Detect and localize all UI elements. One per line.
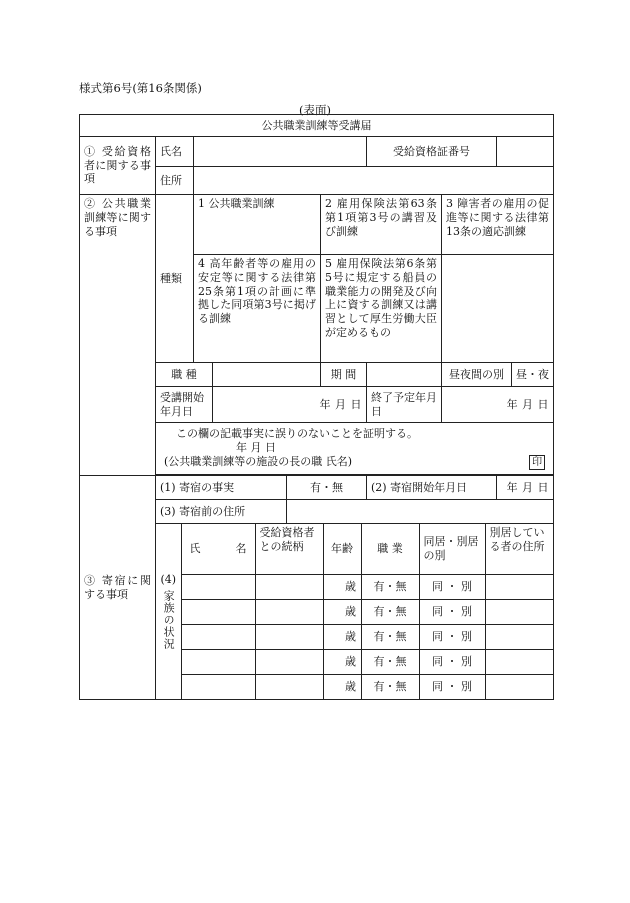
kind-empty [442,255,554,363]
col-job: 職 業 [361,524,419,574]
family-job-field[interactable]: 有・無 [361,574,419,599]
family-job-field[interactable]: 有・無 [361,674,419,699]
family-age-field[interactable]: 歳 [323,574,361,599]
lodging-start-field[interactable]: 年 月 日 [497,476,554,500]
kind-label: 種類 [156,195,194,363]
lodging-start-label: (2) 寄宿開始年月日 [367,476,497,500]
cert-number-field[interactable] [497,137,554,167]
family-relation-field[interactable] [255,674,323,699]
family-relation-field[interactable] [255,624,323,649]
family-address-field[interactable] [485,649,554,674]
facility-head-label: (公共職業訓練等の施設の長の職 氏名) [164,455,353,469]
kind-option-4[interactable]: 4 高年齢者等の雇用の安定等に関する法律第25条第1項の計画に準拠した同項第3号に掲げる訓練 [194,255,321,363]
address-label: 住所 [156,167,194,195]
family-age-field[interactable]: 歳 [323,624,361,649]
address-field[interactable] [194,167,554,195]
col-separate-address: 別居している者の住所 [485,524,554,574]
family-job-field[interactable]: 有・無 [361,649,419,674]
col-age: 年齢 [323,524,361,574]
family-name-field[interactable] [181,599,255,624]
section1-label: ① 受給資格者に関する事項 [80,137,156,195]
family-name-field[interactable] [181,649,255,674]
seal-mark: 印 [529,455,545,470]
period-field[interactable] [367,363,442,387]
table-row [156,574,554,599]
family-block [156,524,554,700]
prior-address-field[interactable] [287,500,554,524]
family-age-field[interactable]: 歳 [323,649,361,674]
section3-label: ③ 寄宿に関する事項 [80,476,156,700]
name-field[interactable] [194,137,367,167]
family-address-field[interactable] [485,599,554,624]
period-label: 期 間 [321,363,367,387]
table-row [156,674,554,699]
family-cohab-field[interactable]: 同 ・ 別 [419,599,485,624]
family-address-field[interactable] [485,574,554,599]
cert-number-label: 受給資格証番号 [367,137,497,167]
kind-option-3[interactable]: 3 障害者の雇用の促進等に関する法律第13条の適応訓練 [442,195,554,255]
family-address-field[interactable] [485,674,554,699]
family-name-field[interactable] [181,674,255,699]
day-night-label: 昼夜間の別 [442,363,512,387]
family-job-field[interactable]: 有・無 [361,624,419,649]
prior-address-label: (3) 寄宿前の住所 [156,500,287,524]
kind-option-2[interactable]: 2 雇用保険法第63条第1項第3号の講習及び訓練 [321,195,442,255]
family-section [156,524,181,699]
table-row [156,624,554,649]
family-name-field[interactable] [181,574,255,599]
start-date-label: 受講開始年月日 [156,387,213,423]
job-type-label: 職 種 [156,363,213,387]
certification-block [156,423,554,475]
family-age-field[interactable]: 歳 [323,674,361,699]
family-cohab-field[interactable]: 同 ・ 別 [419,624,485,649]
form-title: 公共職業訓練等受講届 [80,115,554,137]
family-number: (4) [160,572,177,586]
table-row [156,599,554,624]
family-age-field[interactable]: 歳 [323,599,361,624]
certification-text: この欄の記載事実に誤りのないことを証明する。 [176,427,418,441]
side-label: (表面) [299,103,331,117]
job-type-field[interactable] [213,363,321,387]
day-night-value[interactable]: 昼・夜 [512,363,554,387]
col-cohabitation: 同居・別居の別 [419,524,485,574]
family-job-field[interactable]: 有・無 [361,599,419,624]
form-number: 様式第6号(第16条関係) [79,81,202,95]
kind-option-5[interactable]: 5 雇用保険法第6条第5号に規定する船員の職業能力の開発及び向上に資する訓練又は講習として厚生労働大臣が定めるもの [321,255,442,363]
family-cohab-field[interactable]: 同 ・ 別 [419,574,485,599]
table-row [156,649,554,674]
family-relation-field[interactable] [255,574,323,599]
end-date-label: 終了予定年月日 [367,387,442,423]
kind-option-1[interactable]: 1 公共職業訓練 [194,195,321,255]
col-name: 氏 名 [181,524,255,574]
family-cohab-field[interactable]: 同 ・ 別 [419,649,485,674]
application-form [79,114,553,700]
end-date-field[interactable]: 年 月 日 [442,387,554,423]
family-relation-field[interactable] [255,649,323,674]
family-name-field[interactable] [181,624,255,649]
start-date-field[interactable]: 年 月 日 [213,387,367,423]
family-address-field[interactable] [485,624,554,649]
family-relation-field[interactable] [255,599,323,624]
certification-date[interactable]: 年 月 日 [236,441,276,454]
name-label: 氏名 [156,137,194,167]
col-relation: 受給資格者との続柄 [255,524,323,574]
lodging-fact-label: (1) 寄宿の事実 [156,476,287,500]
section2-label: ② 公共職業訓練等に関する事項 [80,195,156,476]
family-label: 家族の状況 [162,590,176,651]
lodging-fact-value[interactable]: 有・無 [287,476,367,500]
family-cohab-field[interactable]: 同 ・ 別 [419,674,485,699]
